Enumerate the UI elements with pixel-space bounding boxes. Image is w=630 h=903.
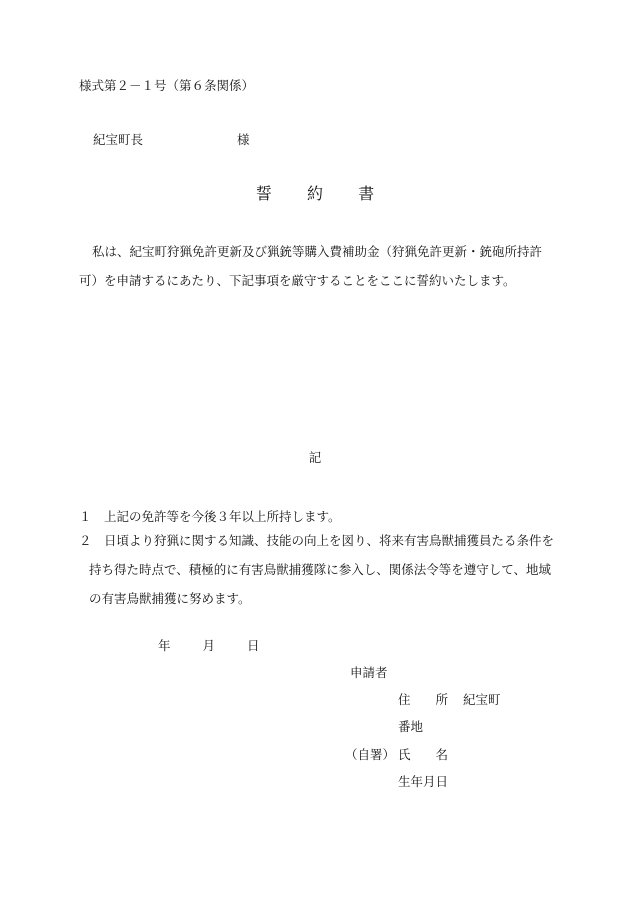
item-number: ２ [79,533,92,548]
addressee-name: 紀宝町長 [93,132,144,147]
date-month: 月 [202,638,216,653]
form-number: 様式第２－１号（第６条関係） [79,78,255,93]
title-char-3: 書 [358,184,375,203]
addressee [93,132,250,147]
birthdate-label: 生年月日 [398,774,449,789]
pledge-item-2 [79,526,554,613]
date-year: 年 [158,638,171,653]
date-line [158,640,288,653]
banchi-label: 番地 [398,719,424,734]
item-number: １ [79,509,92,524]
title-char-2: 約 [306,184,323,203]
applicant-heading: 申請者 [350,665,388,680]
item-text: 日頃より狩猟に関する知識、技能の向上を図り、将来有害鳥獣捕獲員たる条件を持ち得た時点で、積極的に有害鳥獣捕獲隊に参入し、関係法令等を遵守して、地域の有害鳥獣捕獲に努めます。 [89,533,555,606]
date-day: 日 [247,638,260,653]
item-text: 上記の免許等を今後３年以上所持します。 [104,509,341,524]
addressee-honorific: 様 [237,132,250,147]
document-title [0,186,630,202]
pledge-body: 私は、紀宝町狩猟免許更新及び猟銃等購入費補助金（狩猟免許更新・銃砲所持許可）を申請するにあたり、下記事項を厳守することをここに誓約いたします。 [79,244,543,288]
signature-note: （自署） [345,747,396,762]
address-value: 紀宝町 [463,692,501,707]
address-label: 住 所 [398,692,449,707]
name-label: 氏 名 [398,747,449,762]
ki-heading: 記 [308,450,322,465]
title-char-1: 誓 [255,184,272,203]
